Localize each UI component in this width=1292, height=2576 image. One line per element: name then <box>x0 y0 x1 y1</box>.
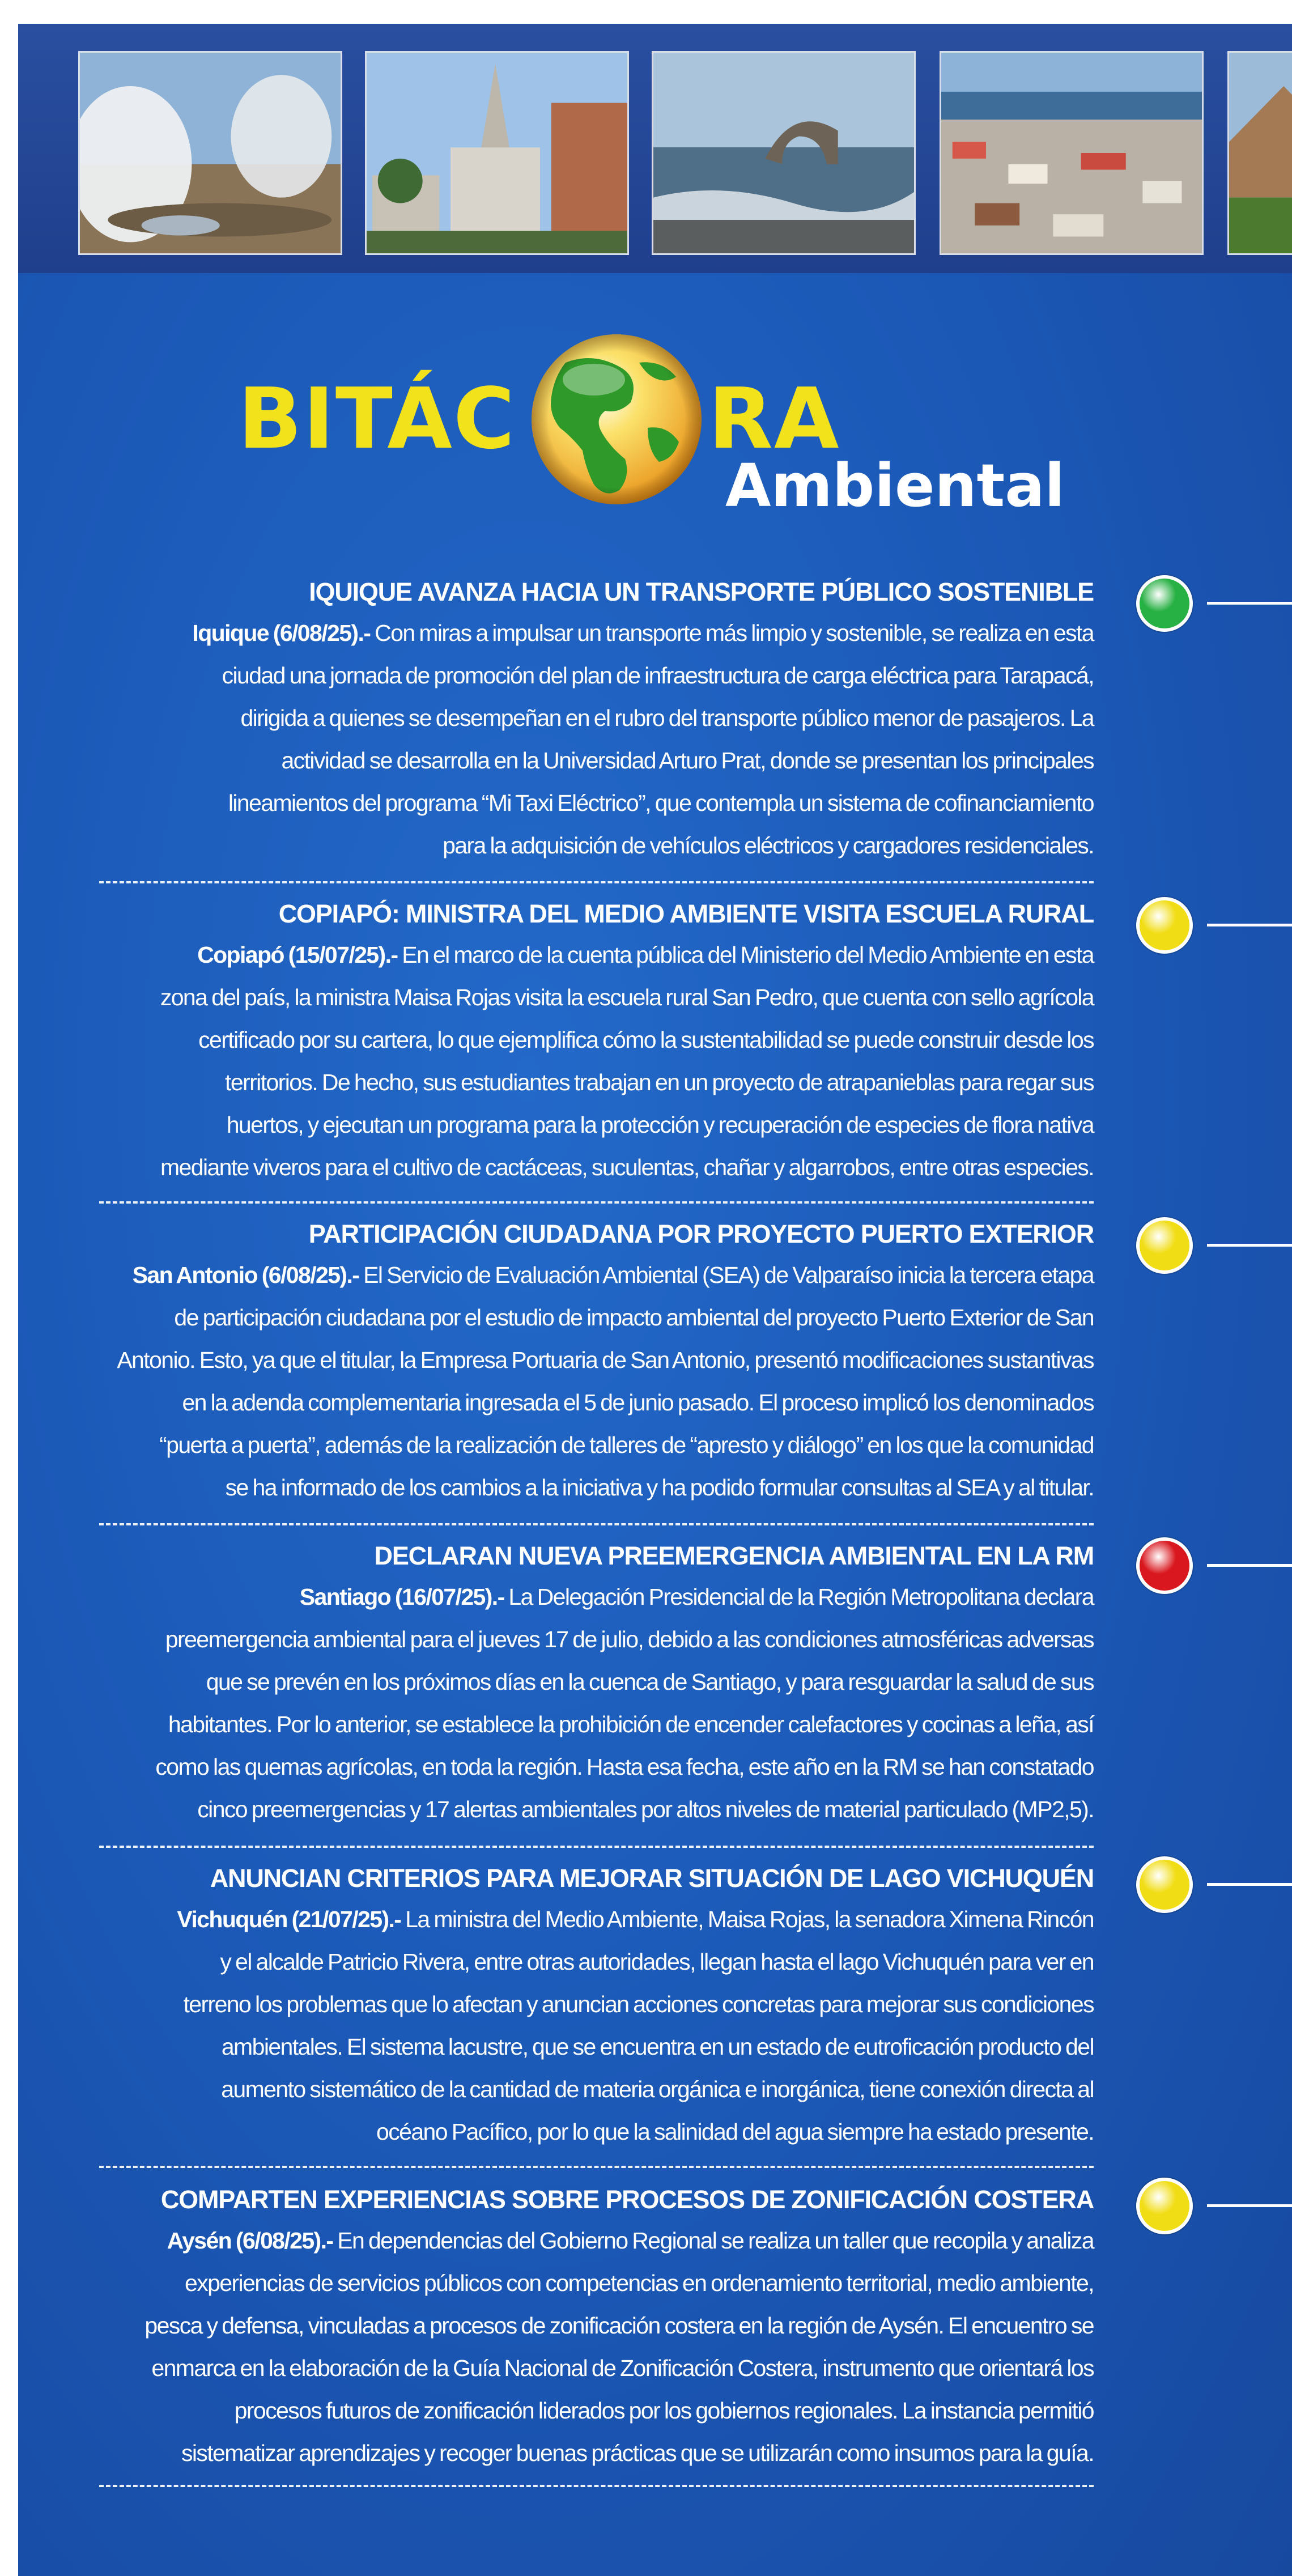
article-line: Vichuquén (21/07/25).- La ministra del Medio Ambiente, Maisa Rojas, la senadora Ximena Rincón <box>177 1906 1094 1932</box>
article-body <box>85 1576 1094 1831</box>
news-article <box>85 1536 1094 1831</box>
article-line: Antonio. Esto, ya que el titular, la Empresa Portuaria de San Antonio, presentó modificaciones sustantivas <box>117 1347 1094 1373</box>
status-dot-yellow <box>1136 1856 1193 1913</box>
timeline-connector <box>1207 924 1292 926</box>
article-line: sistematizar aprendizajes y recoger buenas prácticas que se utilizarán como insumos para la guía. <box>181 2440 1094 2466</box>
article-lead: Aysén (6/08/25).- <box>167 2228 333 2254</box>
article-line: terreno los problemas que lo afectan y anuncian acciones concretas para mejorar sus condiciones <box>183 1991 1094 2017</box>
article-line: cinco preemergencias y 17 alertas ambientales por altos niveles de material particulado (MP2,5). <box>197 1796 1094 1822</box>
bitacora-logo <box>238 329 1065 544</box>
article-line: “puerta a puerta”, además de la realización de talleres de “apresto y diálogo” en los que la comunidad <box>159 1432 1094 1458</box>
article-title: COMPARTEN EXPERIENCIAS SOBRE PROCESOS DE ZONIFICACIÓN COSTERA <box>160 2185 1094 2214</box>
timeline-connector <box>1207 1244 1292 1247</box>
article-lead: Vichuquén (21/07/25).- <box>177 1906 401 1932</box>
status-dot-yellow <box>1136 897 1193 954</box>
article-line: habitantes. Por lo anterior, se establece la prohibición de encender calefactores y cocinas a leña, así <box>168 1711 1094 1737</box>
dashed-separator <box>99 1201 1094 1204</box>
article-lead: Santiago (16/07/25).- <box>299 1584 504 1610</box>
article-lead: Copiapó (15/07/25).- <box>197 942 398 968</box>
article-line: Iquique (6/08/25).- Con miras a impulsar un transporte más limpio y sostenible, se realiza en esta <box>192 620 1094 646</box>
article-line: y el alcalde Patricio Rivera, entre otras autoridades, llegan hasta el lago Vichuquén para ver en <box>220 1949 1094 1975</box>
logo-subtitle: Ambiental <box>725 451 1065 520</box>
article-line: dirigida a quienes se desempeñan en el rubro del transporte público menor de pasajeros. La <box>240 705 1094 731</box>
article-line: para la adquisición de vehículos eléctricos y cargadores residenciales. <box>443 832 1094 858</box>
article-line: procesos futuros de zonificación liderados por los gobiernos regionales. La instancia permitió <box>234 2398 1094 2424</box>
article-line: Santiago (16/07/25).- La Delegación Presidencial de la Región Metropolitana declara <box>299 1584 1094 1610</box>
article-line: Aysén (6/08/25).- En dependencias del Gobierno Regional se realiza un taller que recopila y analiza <box>167 2228 1094 2254</box>
news-article <box>85 1214 1094 1509</box>
status-dot-green <box>1136 575 1193 632</box>
article-lead: Iquique (6/08/25).- <box>192 620 371 646</box>
article-lead: San Antonio (6/08/25).- <box>132 1262 359 1288</box>
dashed-separator <box>99 1523 1094 1525</box>
article-line: territorios. De hecho, sus estudiantes trabajan en un proyecto de atrapanieblas para regar sus <box>225 1069 1094 1095</box>
article-line: aumento sistemático de la cantidad de materia orgánica e inorgánica, tiene conexión directa al <box>221 2076 1094 2102</box>
dashed-separator <box>99 881 1094 883</box>
article-line: mediante viveros para el cultivo de cactáceas, suculentas, chañar y algarrobos, entre otras especies. <box>160 1154 1094 1180</box>
article-line: San Antonio (6/08/25).- El Servicio de Evaluación Ambiental (SEA) de Valparaíso inicia la tercera etapa <box>132 1262 1094 1288</box>
photo-rock-arch-coast <box>652 51 916 255</box>
dashed-separator <box>99 1846 1094 1848</box>
article-line: huertos, y ejecutan un programa para la protección y recuperación de especies de flora nativa <box>226 1112 1094 1138</box>
news-article <box>85 572 1094 867</box>
article-line: pesca y defensa, vinculadas a procesos de zonificación costera en la región de Aysén. El encuentro se <box>144 2313 1094 2339</box>
article-title: IQUIQUE AVANZA HACIA UN TRANSPORTE PÚBLICO SOSTENIBLE <box>309 577 1094 606</box>
photo-desert-mountain <box>1227 51 1292 255</box>
top-margin <box>0 0 1292 24</box>
article-line: lineamientos del programa “Mi Taxi Eléctrico”, que contempla un sistema de cofinanciamiento <box>228 790 1094 816</box>
timeline-connector <box>1207 2204 1292 2207</box>
article-line: océano Pacífico, por lo que la salinidad del agua siempre ha estado presente. <box>376 2119 1094 2145</box>
article-title: DECLARAN NUEVA PREEMERGENCIA AMBIENTAL EN LA RM <box>374 1541 1094 1570</box>
article-line: zona del país, la ministra Maisa Rojas visita la escuela rural San Pedro, que cuenta con sello agrícola <box>160 984 1094 1010</box>
photo-church-city <box>365 51 629 255</box>
article-line: se ha informado de los cambios a la iniciativa y ha podido formular consultas al SEA y al titular. <box>225 1474 1094 1500</box>
article-body <box>85 2220 1094 2475</box>
logo-word-left: BITÁC <box>238 370 516 467</box>
photo-coastal-town <box>940 51 1204 255</box>
article-line: ambientales. El sistema lacustre, que se encuentra en un estado de eutroficación producto del <box>221 2034 1094 2060</box>
news-article <box>85 1859 1094 2153</box>
article-line: actividad se desarrolla en la Universidad Arturo Prat, donde se presentan los principales <box>281 747 1094 773</box>
photo-banner <box>18 24 1292 273</box>
article-line: de participación ciudadana por el estudio de impacto ambiental del proyecto Puerto Exterior de San <box>174 1304 1094 1330</box>
timeline-connector <box>1207 1883 1292 1886</box>
article-line: enmarca en la elaboración de la Guía Nacional de Zonificación Costera, instrumento que orientará los <box>151 2355 1094 2381</box>
photo-geyser-field <box>78 51 342 255</box>
timeline-connector <box>1207 1564 1292 1567</box>
news-article <box>85 894 1094 1189</box>
globe-icon <box>526 329 707 510</box>
dashed-separator <box>99 2166 1094 2168</box>
article-title: PARTICIPACIÓN CIUDADANA POR PROYECTO PUERTO EXTERIOR <box>308 1219 1094 1248</box>
article-body <box>85 612 1094 867</box>
article-line: que se prevén en los próximos días en la cuenca de Santiago, y para resguardar la salud de sus <box>206 1669 1094 1695</box>
status-dot-yellow <box>1136 2178 1193 2234</box>
article-line: en la adenda complementaria ingresada el 5 de junio pasado. El proceso implicó los denominados <box>182 1389 1094 1415</box>
logo-word-right: RA <box>708 370 840 467</box>
article-line: preemergencia ambiental para el jueves 17 de julio, debido a las condiciones atmosféricas adversas <box>165 1626 1094 1652</box>
article-line: experiencias de servicios públicos con competencias en ordenamiento territorial, medio ambiente, <box>185 2270 1094 2296</box>
article-title: COPIAPÓ: MINISTRA DEL MEDIO AMBIENTE VISITA ESCUELA RURAL <box>278 899 1094 928</box>
timeline-connector <box>1207 602 1292 605</box>
article-body <box>85 1254 1094 1509</box>
status-dot-yellow <box>1136 1217 1193 1274</box>
dashed-separator <box>99 2485 1094 2487</box>
article-line: como las quemas agrícolas, en toda la región. Hasta esa fecha, este año en la RM se han constatado <box>155 1754 1094 1780</box>
news-article <box>85 2180 1094 2475</box>
article-body <box>85 934 1094 1189</box>
article-title: ANUNCIAN CRITERIOS PARA MEJORAR SITUACIÓN DE LAGO VICHUQUÉN <box>210 1864 1094 1893</box>
article-line: certificado por su cartera, lo que ejemplifica cómo la sustentabilidad se puede construir desde los <box>198 1027 1094 1053</box>
status-dot-red <box>1136 1537 1193 1594</box>
article-line: ciudad una jornada de promoción del plan de infraestructura de carga eléctrica para Tarapacá, <box>222 662 1094 688</box>
article-body <box>85 1898 1094 2153</box>
article-line: Copiapó (15/07/25).- En el marco de la cuenta pública del Ministerio del Medio Ambiente en esta <box>197 942 1094 968</box>
